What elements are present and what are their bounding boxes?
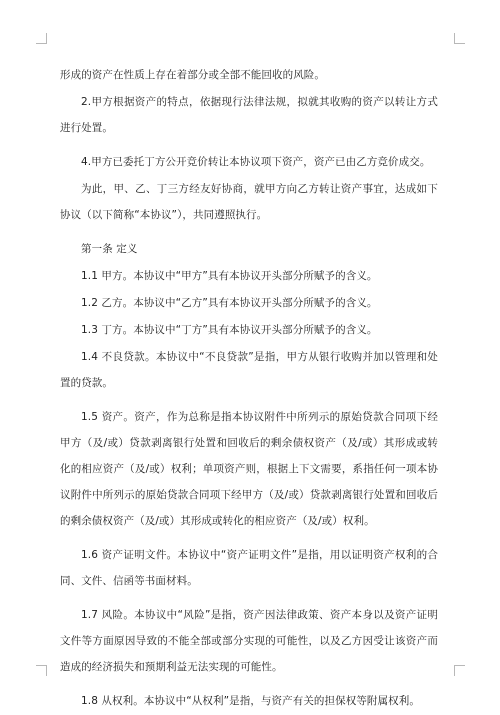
crop-mark-bottom-right xyxy=(454,665,465,676)
definition-1-5: 1.5 资产。资产，作为总称是指本协议附件中所列示的原始贷款合同项下经甲方（及/或）贷款剥离银行处置和回收后的剩余债权资产（及/或）其形成或转化的相应资产（及/或）权利；单项资产则，根据上下文需要，系指任何一项本协议附件中所列示的原始贷款合同项下经甲方（及/或）贷款剥离银行处置和回收后的剩余债权资产（及/或）其形成或转化的相应资产（及/或）权利。 xyxy=(60,411,438,527)
paragraph-item-4: 4.甲方已委托丁方公开竞价转让本协议项下资产，资产已由乙方竞价成交。 xyxy=(81,156,431,168)
definition-1-7: 1.7 风险。本协议中“风险”是指，资产因法律政策、资产本身以及资产证明文件等方面原因导致的不能全部或部分实现的可能性，以及乙方因受让该资产而造成的经济损失和预期利益无法实现的可能性。 xyxy=(60,609,438,673)
crop-mark-bottom-left xyxy=(36,665,47,676)
paragraph-item-2: 2.甲方根据资产的特点，依据现行法律法规，拟就其收购的资产以转让方式进行处置。 xyxy=(60,96,438,134)
definition-1-8: 1.8 从权利。本协议中“从权利”是指，与资产有关的担保权等附属权利。 xyxy=(81,695,420,707)
paragraph-risk-continuation: 形成的资产在性质上存在着部分或全部不能回收的风险。 xyxy=(60,69,325,81)
crop-mark-top-left xyxy=(36,33,47,44)
definition-1-3: 1.3 丁方。本协议中“丁方”具有本协议开头部分所赋予的含义。 xyxy=(81,324,378,336)
definition-1-6: 1.6 资产证明文件。本协议中“资产证明文件”是指，用以证明资产权利的合同、文件、信函等书面材料。 xyxy=(60,549,438,587)
crop-mark-top-right xyxy=(454,33,465,44)
document-body xyxy=(60,62,438,715)
definition-1-2: 1.2 乙方。本协议中“乙方”具有本协议开头部分所赋予的含义。 xyxy=(81,297,378,309)
definition-1-4: 1.4 不良贷款。本协议中“不良贷款”是指，甲方从银行收购并加以管理和处置的贷款。 xyxy=(60,351,438,389)
article-1-heading: 第一条 定义 xyxy=(81,243,138,255)
definition-1-1: 1.1 甲方。本协议中“甲方”具有本协议开头部分所赋予的含义。 xyxy=(81,270,378,282)
paragraph-agreement-intro: 为此，甲、乙、丁三方经友好协商，就甲方向乙方转让资产事宜，达成如下协议（以下简称“本协议”），共同遵照执行。 xyxy=(60,183,438,221)
